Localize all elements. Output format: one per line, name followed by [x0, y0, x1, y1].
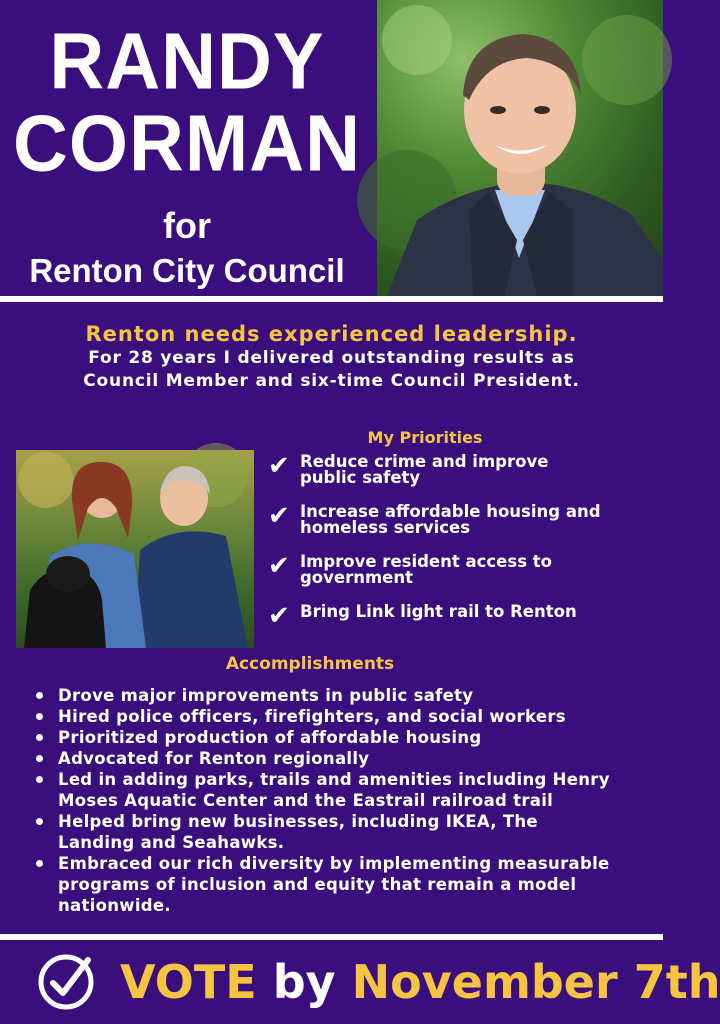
candidate-first-name: RANDY [49, 16, 325, 107]
intro-line-2: Council Member and six-time Council President. [83, 371, 580, 391]
check-icon: ✔ [268, 601, 290, 631]
check-icon: ✔ [268, 551, 290, 581]
accomplishment-line: Moses Aquatic Center and the Eastrail railroad trail [58, 791, 554, 810]
priority-line-1: Increase affordable housing and [300, 502, 601, 521]
family-photo [16, 450, 254, 648]
top-divider [0, 296, 663, 302]
portrait-illustration [377, 0, 663, 296]
priority-item [268, 601, 658, 631]
footer [0, 940, 720, 1024]
accomplishments-title: Accomplishments [225, 654, 395, 674]
priority-item [268, 451, 658, 487]
header [0, 0, 663, 296]
accomplishment-item [34, 748, 654, 769]
accomplishment-line: Drove major improvements in public safety [58, 686, 474, 705]
accomplishment-item [34, 769, 654, 811]
accomplishment-line: Prioritized production of affordable housing [58, 728, 482, 747]
candidate-portrait [377, 0, 663, 296]
priority-item [268, 501, 658, 537]
candidate-last-name: CORMAN [13, 98, 361, 189]
accomplishment-item [34, 727, 654, 748]
priority-line-2: homeless services [300, 518, 471, 537]
candidate-name-block [0, 0, 374, 296]
priority-line-2: public safety [300, 468, 421, 487]
priority-item [268, 551, 658, 587]
priority-line-2: government [300, 568, 413, 587]
check-icon: ✔ [268, 451, 290, 481]
accomplishment-item [34, 811, 654, 853]
priority-line-1: Reduce crime and improve [300, 452, 549, 471]
election-date: November 7th [351, 955, 720, 1009]
accomplishment-line: Led in adding parks, trails and amenities including Henry [58, 770, 610, 789]
intro-section [0, 322, 663, 392]
accomplishment-line: Advocated for Renton regionally [58, 749, 370, 768]
office-title: Renton City Council [29, 252, 345, 289]
priority-line-1: Bring Link light rail to Renton [300, 602, 577, 621]
accomplishment-line: programs of inclusion and equity that remain a model [58, 875, 577, 894]
priority-line-1: Improve resident access to [300, 552, 552, 571]
accomplishment-item [34, 685, 654, 706]
vote-call-to-action [120, 952, 720, 1012]
accomplishment-item [34, 706, 654, 727]
family-photo-illustration [16, 450, 254, 648]
priorities-title: My Priorities [367, 428, 483, 447]
accomplishment-line: Landing and Seahawks. [58, 833, 285, 852]
for-text: for [163, 205, 211, 246]
accomplishment-line: Embraced our rich diversity by implementing measurable [58, 854, 610, 873]
accomplishment-line: Hired police officers, firefighters, and social workers [58, 707, 566, 726]
accomplishment-item [34, 853, 654, 916]
intro-headline: Renton needs experienced leadership. [85, 322, 578, 346]
accomplishment-line: nationwide. [58, 896, 171, 915]
accomplishment-line: Helped bring new businesses, including IKEA, The [58, 812, 538, 831]
check-icon: ✔ [268, 501, 290, 531]
accomplishments-list [34, 685, 654, 916]
priorities-list [268, 451, 658, 638]
vote-word: VOTE [120, 955, 257, 1009]
by-word: by [272, 955, 336, 1009]
intro-line-1: For 28 years I delivered outstanding results as [88, 348, 575, 368]
circle-check-icon [36, 952, 96, 1012]
